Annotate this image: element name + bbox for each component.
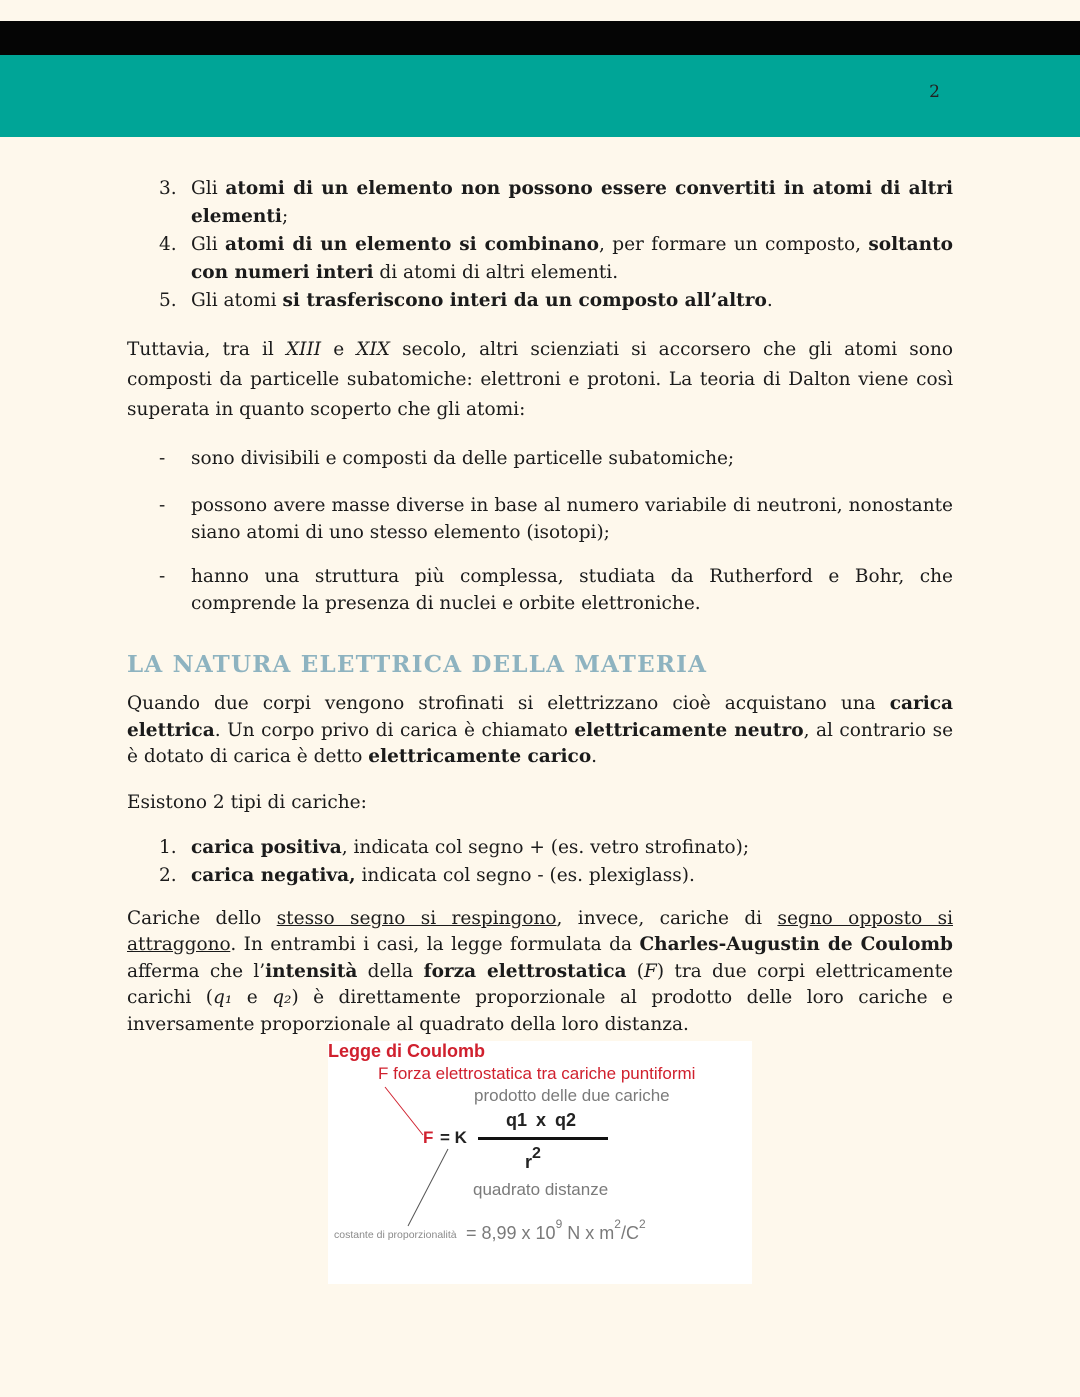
page-number: 2 xyxy=(929,82,940,102)
paragraph-subatomic: Tuttavia, tra il XIII e XIX secolo, altri scienziati si accorsero che gli atomi sono composti da particelle subatomiche: elettroni e protoni. La teoria di Dalton viene così superata in quanto scoperto che gli atomi: xyxy=(127,339,953,420)
coulomb-law-figure xyxy=(328,1041,752,1284)
product-label: prodotto delle due cariche xyxy=(474,1086,670,1105)
constant-label: costante di proporzionalità xyxy=(334,1229,457,1241)
figure-title: Legge di Coulomb xyxy=(328,1041,485,1061)
list-item: 4. Gli atomi di un elemento si combinano, per formare un composto, soltanto con numeri interi di atomi di altri elementi. xyxy=(159,234,953,283)
header-teal-band xyxy=(0,55,1080,137)
list-item: 2. carica negativa, indicata col segno - (es. plexiglass). xyxy=(159,864,695,886)
formula-numerator: q1 x q2 xyxy=(506,1110,577,1130)
formula-f: F xyxy=(423,1128,434,1147)
distance-label: quadrato distanze xyxy=(473,1180,609,1199)
pointer-line-force xyxy=(385,1087,423,1135)
list-item: - possono avere masse diverse in base al numero variabile di neutroni, nonostante siano atomi di uno stesso elemento (isotopi); xyxy=(159,495,953,543)
list-item: 3. Gli atomi di un elemento non possono essere convertiti in atomi di altri elementi; xyxy=(159,178,953,227)
force-label: F forza elettrostatica tra cariche puntiformi xyxy=(378,1064,696,1083)
list-item: - sono divisibili e composti da delle particelle subatomiche; xyxy=(159,448,735,469)
constant-value: = 8,99 x $10^9$ N x $m^2/C^2$ xyxy=(466,1217,646,1243)
fraction-bar xyxy=(478,1137,608,1140)
paragraph-charge-types: Esistono 2 tipi di cariche: xyxy=(127,791,367,813)
header-top-band xyxy=(0,21,1080,55)
paragraph-electric-charge: Quando due corpi vengono strofinati si elettrizzano cioè acquistano una carica elettrica. Un corpo privo di carica è chiamato elettricamente neutro, al contrario se è dotato di carica è detto elettricamente carico. xyxy=(127,693,954,767)
list-item: 1. carica positiva, indicata col segno + (es. vetro strofinato); xyxy=(159,836,750,858)
atom-properties-list xyxy=(127,175,953,315)
paragraph-coulomb: Cariche dello stesso segno si respingono, invece, cariche di segno opposto si attraggono. In entrambi i casi, la legge formulata da Charles-Augustin de Coulomb afferma che l’intensità della forza elettrostatica (F) tra due corpi elettricamente carichi (q₁ e q₂) è direttamente proporzionale al prodotto delle loro cariche e inversamente proporzionale al quadrato della loro distanza. xyxy=(127,907,953,1035)
charge-types-list xyxy=(127,834,953,890)
formula-eq-k: = K xyxy=(440,1128,467,1147)
dash-list xyxy=(127,445,953,617)
pointer-line-constant xyxy=(408,1149,448,1226)
section-heading: LA NATURA ELETTRICA DELLA MATERIA xyxy=(127,651,708,678)
formula-denominator: $r^2$ xyxy=(525,1145,541,1172)
page-content xyxy=(127,175,953,1038)
list-item: - hanno una struttura più complessa, studiata da Rutherford e Bohr, che comprende la presenza di nuclei e orbite elettroniche. xyxy=(159,566,953,614)
list-item: 5. Gli atomi si trasferiscono interi da un composto all’altro. xyxy=(159,290,773,311)
